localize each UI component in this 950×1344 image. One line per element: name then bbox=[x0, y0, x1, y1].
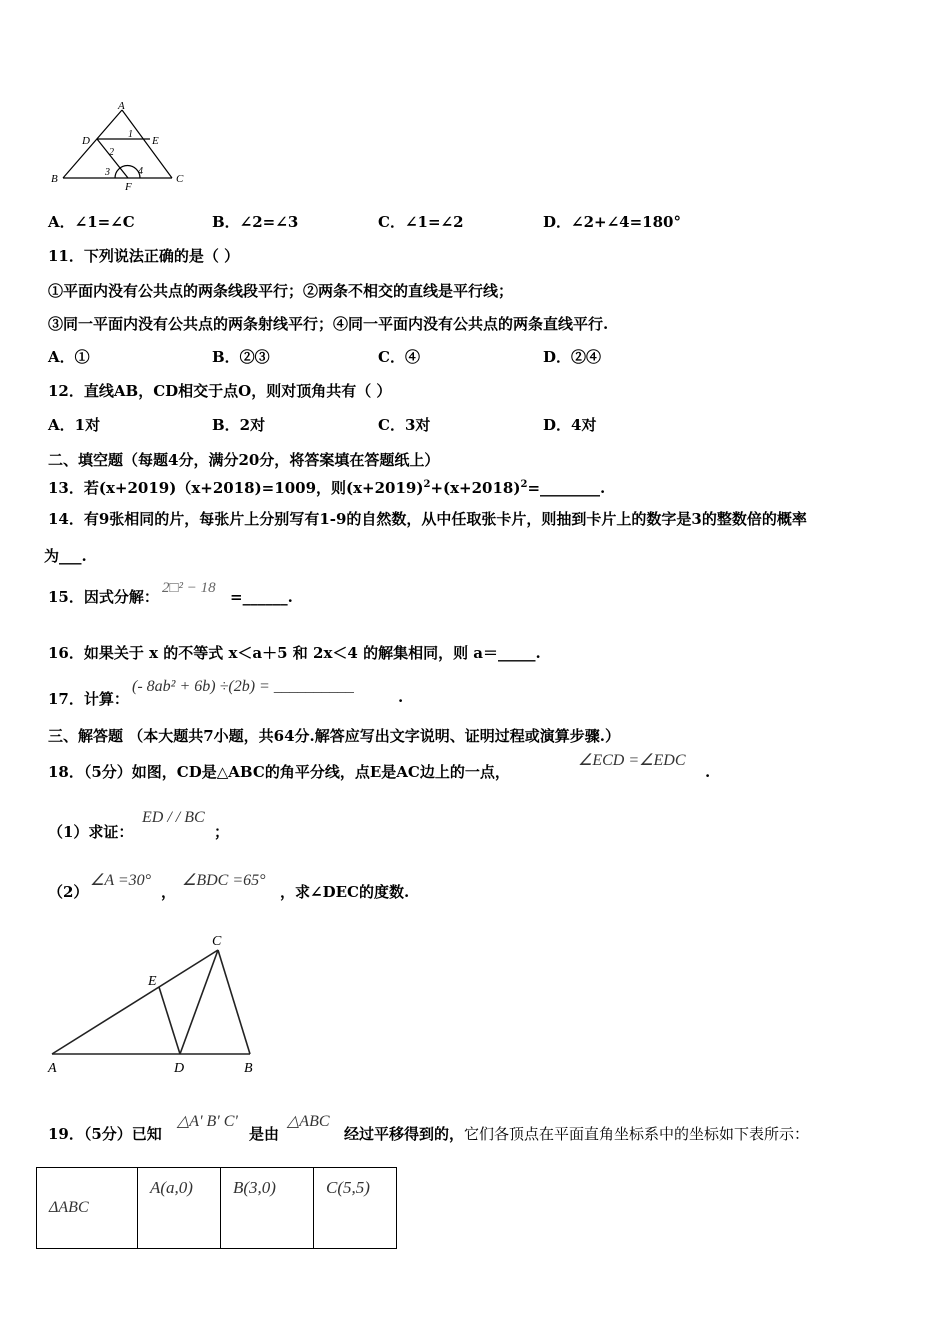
q11-line-1: ①平面内没有公共点的两条线段平行；②两条不相交的直线是平行线； bbox=[48, 282, 514, 300]
q19-tail-bold: 经过平移得到的， bbox=[344, 1125, 465, 1143]
q12-option-a: A．1对 bbox=[48, 416, 101, 434]
q13-sup-2: 2 bbox=[520, 479, 528, 490]
angle-1: 1 bbox=[128, 129, 133, 140]
q15-expression: 2□² − 18 bbox=[162, 580, 216, 596]
q13-text-a: 13．若(x+2019)（x+2018)=1009，则(x+2019) bbox=[48, 479, 424, 497]
q13-text-c: =________. bbox=[527, 479, 606, 497]
section-3-heading: 三、解答题 （本大题共7小题，共64分.解答应写出文字说明、证明过程或演算步骤.） bbox=[48, 727, 620, 745]
q13-text-b: +(x+2018) bbox=[430, 479, 521, 497]
label-C: C bbox=[176, 173, 184, 185]
q19-expression-1: △A' B' C' bbox=[177, 1113, 238, 1130]
q18-stem: 18．（5分）如图，CD是△ABC的角平分线，点E是AC边上的一点， bbox=[48, 763, 510, 781]
q11-stem: 11．下列说法正确的是（ ） bbox=[48, 247, 240, 265]
q19-expression-2: △ABC bbox=[287, 1113, 330, 1130]
q10-option-d: D．∠2+∠4=180° bbox=[543, 213, 681, 231]
q18-condition: ∠ECD =∠EDC bbox=[578, 752, 686, 769]
angle-2: 2 bbox=[109, 147, 114, 158]
q12-stem: 12．直线AB，CD相交于点O，则对顶角共有（ ） bbox=[48, 382, 392, 400]
label-B: B bbox=[51, 173, 58, 185]
table-row bbox=[37, 1168, 397, 1249]
label-D: D bbox=[174, 1061, 185, 1076]
label-A: A bbox=[48, 1061, 57, 1076]
q19-tail-light: 它们各顶点在平面直角坐标系中的坐标如下表所示： bbox=[464, 1125, 810, 1143]
q11-option-d: D．②④ bbox=[543, 348, 602, 366]
q19-mid: 是由 bbox=[249, 1125, 280, 1143]
q10-option-b: B．∠2=∠3 bbox=[212, 213, 299, 231]
angle-4: 4 bbox=[138, 166, 143, 177]
q18-condition-tail: . bbox=[705, 763, 711, 781]
q18-part1-expression: ED / / BC bbox=[142, 809, 205, 826]
table-cell-triangle: ΔABC bbox=[37, 1168, 138, 1249]
q19-label: 19．（5分）已知 bbox=[48, 1125, 162, 1143]
q11-option-b: B．②③ bbox=[212, 348, 270, 366]
angle-3: 3 bbox=[105, 167, 110, 178]
q18-part1-tail: ； bbox=[214, 823, 230, 841]
q14-line-2: 为___. bbox=[44, 547, 87, 565]
q17-tail: . bbox=[398, 688, 404, 706]
q11-option-a: A．① bbox=[48, 348, 90, 366]
q13-sup-1: 2 bbox=[423, 479, 431, 490]
label-E: E bbox=[148, 974, 157, 989]
triangle-figure-1 bbox=[45, 98, 195, 193]
q18-part2-separator: ， bbox=[161, 883, 177, 901]
q11-option-c: C．④ bbox=[378, 348, 420, 366]
q18-part2-expression-1: ∠A =30° bbox=[90, 872, 152, 889]
q17-label: 17．计算： bbox=[48, 690, 129, 708]
q18-part1-label: （1）求证： bbox=[48, 823, 134, 841]
q14-line-1: 14．有9张相同的片，每张片上分别写有1-9的自然数，从中任取张卡片，则抽到卡片上的数字是3的整数倍的概率 bbox=[48, 510, 807, 528]
q12-option-d: D．4对 bbox=[543, 416, 597, 434]
table-cell-b: B(3,0) bbox=[221, 1168, 314, 1249]
q10-option-c: C．∠1=∠2 bbox=[378, 213, 464, 231]
q16-text: 16．如果关于 x 的不等式 x＜a＋5 和 2x＜4 的解集相同，则 a＝_____. bbox=[48, 644, 541, 662]
label-D: D bbox=[82, 135, 90, 147]
triangle-figure-2 bbox=[40, 930, 270, 1080]
q18-part2-expression-2: ∠BDC =65° bbox=[182, 872, 266, 889]
table-cell-a: A(a,0) bbox=[138, 1168, 221, 1249]
label-E: E bbox=[152, 135, 159, 147]
section-2-heading: 二、填空题（每题4分，满分20分，将答案填在答题纸上） bbox=[48, 451, 440, 469]
q13-text bbox=[48, 475, 605, 498]
label-F: F bbox=[125, 181, 132, 193]
coordinate-table bbox=[36, 1167, 397, 1249]
q15-label: 15．因式分解： bbox=[48, 588, 159, 606]
q15-answer-blank: =______. bbox=[230, 588, 293, 606]
q12-option-b: B．2对 bbox=[212, 416, 266, 434]
q19-tail bbox=[344, 1124, 809, 1144]
q18-part2-tail: ，求∠DEC的度数. bbox=[280, 883, 410, 901]
q11-line-2: ③同一平面内没有公共点的两条射线平行；④同一平面内没有公共点的两条直线平行. bbox=[48, 315, 609, 333]
label-A: A bbox=[118, 100, 125, 112]
q18-part2-label: （2） bbox=[48, 883, 89, 901]
q17-expression: (- 8ab² + 6b) ÷(2b) = __________ bbox=[132, 678, 354, 695]
table-cell-c: C(5,5) bbox=[314, 1168, 397, 1249]
label-B: B bbox=[244, 1061, 253, 1076]
q12-option-c: C．3对 bbox=[378, 416, 431, 434]
q10-option-a: A．∠1=∠C bbox=[48, 213, 135, 231]
label-C: C bbox=[212, 934, 222, 949]
